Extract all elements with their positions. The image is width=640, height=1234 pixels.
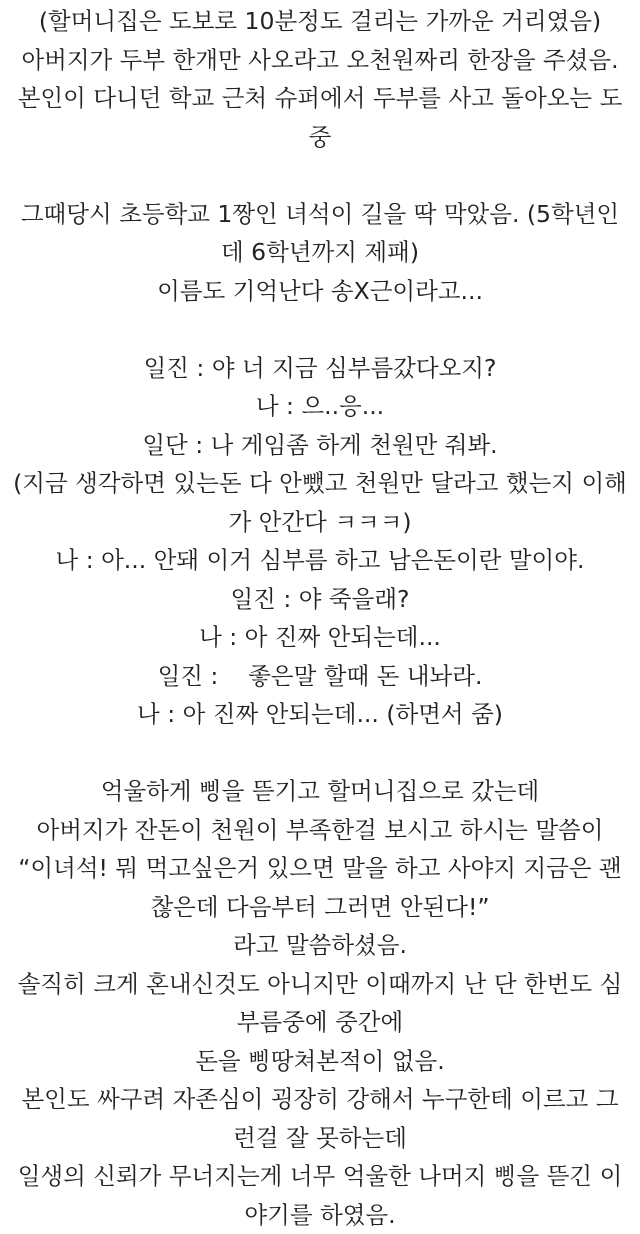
- text-line: 일생의 신뢰가 무너지는게 너무 억울한 나머지 삥을 뜯긴 이: [0, 1157, 640, 1196]
- text-line: 본인도 싸구려 자존심이 굉장히 강해서 누구한테 이르고 그: [0, 1080, 640, 1119]
- text-line: 데 6학년까지 제패): [0, 233, 640, 272]
- text-line: 본인이 다니던 학교 근처 슈퍼에서 두부를 사고 돌아오는 도: [0, 79, 640, 118]
- blank-line: [0, 156, 640, 195]
- blank-line: [0, 310, 640, 349]
- dialogue-line: 일진 : 야 죽을래?: [0, 580, 640, 619]
- text-line: 야기를 하였음.: [0, 1196, 640, 1234]
- text-line: 아버지가 두부 한개만 사오라고 오천원짜리 한장을 주셨음.: [0, 41, 640, 80]
- dialogue-line: 일진 : 야 너 지금 심부름갔다오지?: [0, 349, 640, 388]
- text-line: 돈을 삥땅쳐본적이 없음.: [0, 1042, 640, 1081]
- text-line: 라고 말씀하셨음.: [0, 926, 640, 965]
- text-line: 부름중에 중간에: [0, 1003, 640, 1042]
- dialogue-line: 나 : 으..응...: [0, 387, 640, 426]
- blank-line: [0, 734, 640, 773]
- dialogue-line: 일진 : 좋은말 할때 돈 내놔라.: [0, 657, 640, 696]
- text-line: (지금 생각하면 있는돈 다 안뺐고 천원만 달라고 했는지 이해: [0, 464, 640, 503]
- text-line: 이름도 기억난다 송X근이라고...: [0, 272, 640, 311]
- text-line: 찮은데 다음부터 그러면 안된다!”: [0, 888, 640, 927]
- text-line: 아버지가 잔돈이 천원이 부족한걸 보시고 하시는 말씀이: [0, 811, 640, 850]
- text-line: 가 안간다 ㅋㅋㅋ): [0, 503, 640, 542]
- text-line: 중: [0, 118, 640, 157]
- dialogue-line: 일단 : 나 게임좀 하게 천원만 줘봐.: [0, 426, 640, 465]
- text-line: 솔직히 크게 혼내신것도 아니지만 이때까지 난 단 한번도 심: [0, 965, 640, 1004]
- dialogue-line: 나 : 아 진짜 안되는데...: [0, 618, 640, 657]
- text-line: “이녀석! 뭐 먹고싶은거 있으면 말을 하고 사야지 지금은 괜: [0, 849, 640, 888]
- dialogue-line: 나 : 아 진짜 안되는데... (하면서 줌): [0, 695, 640, 734]
- text-line: (할머니집은 도보로 10분정도 걸리는 가까운 거리였음): [0, 2, 640, 41]
- text-line: 런걸 잘 못하는데: [0, 1119, 640, 1158]
- dialogue-line: 나 : 아... 안돼 이거 심부름 하고 남은돈이란 말이야.: [0, 541, 640, 580]
- text-line: 억울하게 삥을 뜯기고 할머니집으로 갔는데: [0, 772, 640, 811]
- text-line: 그때당시 초등학교 1짱인 녀석이 길을 딱 막았음. (5학년인: [0, 195, 640, 234]
